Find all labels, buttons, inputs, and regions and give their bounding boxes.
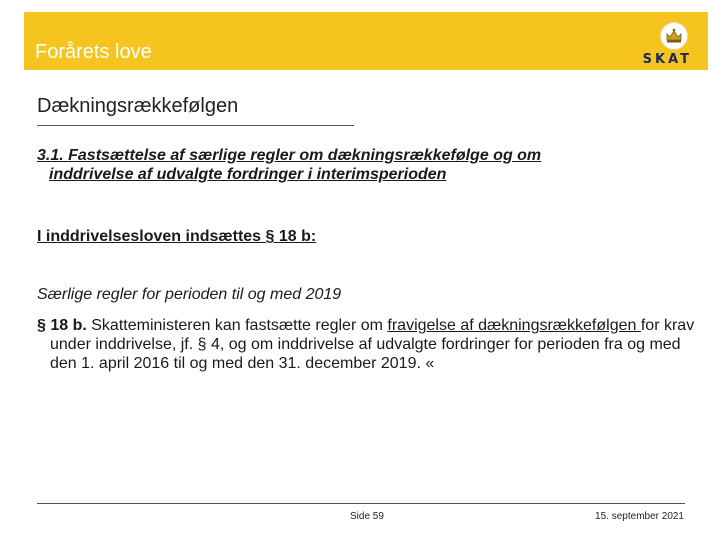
slide-subtitle: Dækningsrækkefølgen (37, 95, 239, 117)
header-title: Forårets love (35, 41, 152, 63)
header-band (24, 12, 708, 70)
section-heading-line-1: 3.1. Fastsættelse af særlige regler om dækningsrækkefølge og om (37, 147, 542, 164)
paragraph-label: § 18 b. (37, 317, 87, 334)
crown-icon (660, 22, 688, 50)
skat-logo (620, 20, 692, 66)
paragraph-text-2: for krav under inddrivelse, jf. § 4, og om inddrivelse af udvalgte fordringer for perioden fra og med den 1. april 2016 til og med den 31. december 2019. « (50, 317, 695, 372)
footer-date: 15. september 2021 (595, 511, 684, 522)
inserted-line: I inddrivelsesloven indsættes § 18 b: (37, 228, 317, 245)
paragraph-18b (37, 316, 710, 373)
section-heading (37, 146, 709, 184)
special-rules-line: Særlige regler for perioden til og med 2019 (37, 286, 342, 303)
skat-logo-text: SKAT (642, 52, 692, 67)
footer-divider (37, 503, 685, 504)
footer-page-number: Side 59 (350, 511, 384, 522)
paragraph-text-1: Skatteministeren kan fastsætte regler om (86, 317, 388, 334)
subtitle-divider (37, 125, 354, 126)
paragraph-link[interactable]: fravigelse af dækningsrækkefølgen (387, 317, 641, 334)
section-heading-line-2: inddrivelse af udvalgte fordringer i interimsperioden (49, 166, 447, 183)
